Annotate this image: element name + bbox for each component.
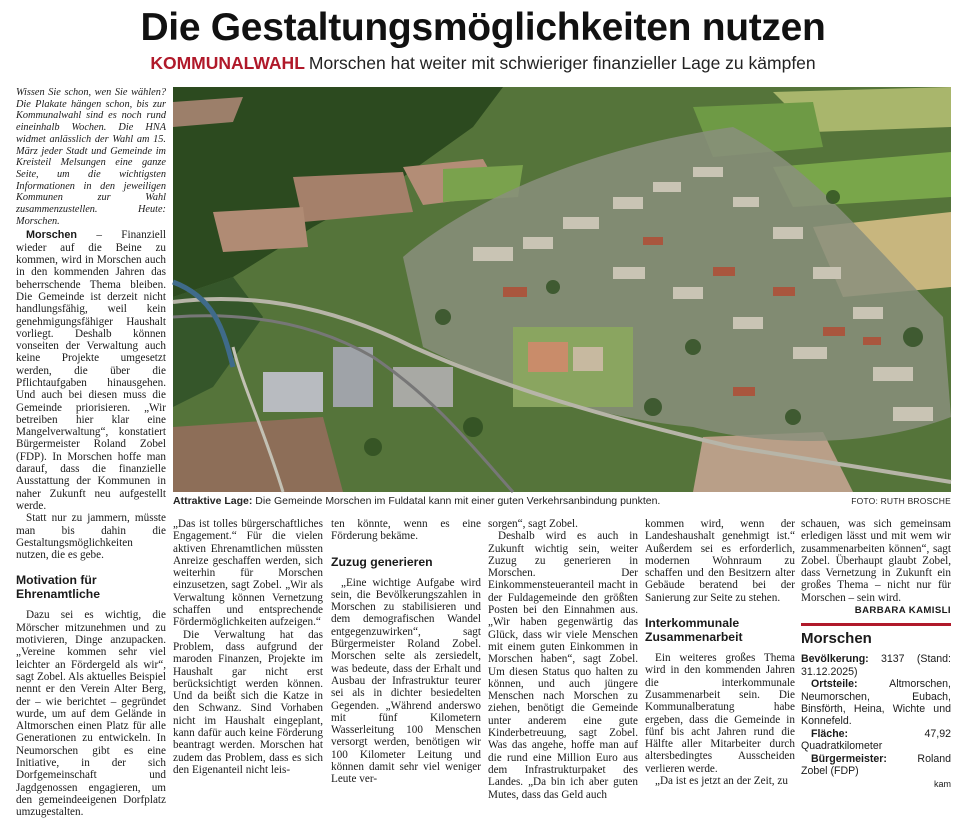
paragraph: ten könnte, wenn es eine Förderung bekäme.: [331, 518, 481, 543]
paragraph: schauen, was sich gemeinsam erledigen lässt und mit wem wir zusammenarbeiten können“, sagt Zobel. Überhaupt glaubt Zobel, dass Vernetzung in Zukunft ein großes Thema – nicht nur für Morschen – sein wird.: [801, 518, 951, 604]
author-byline: BARBARA KAMISLI: [854, 605, 951, 617]
fact-area: Fläche: 47,92 Quadratkilometer: [801, 727, 951, 753]
column-4: [488, 518, 638, 808]
paragraph: Die Verwaltung hat das Problem, dass aufgrund der maroden Finanzen, Projekte im Haushalt gar nicht erst berücksichtigt werden können. Und da beißt sich die Katze in den Schwanz. Sind Vorhaben nicht im Haushalt eingeplant, kann dafür auch keine Förderung beantragt werden. Morschen hat zudem das Problem, dass es sich den Eigenanteil nicht leis-: [173, 628, 323, 776]
column-2: [173, 518, 323, 808]
paragraph: „Da ist es jetzt an der Zeit, zu: [655, 775, 788, 788]
headline: Die Gestaltungsmöglichkeiten nutzen: [140, 6, 826, 49]
fact-population: Bevölkerung: 3137 (Stand: 31.12.2025): [801, 653, 951, 678]
paragraph: sorgen“, sagt Zobel.: [488, 518, 578, 530]
fact-box-title: Morschen: [801, 630, 872, 648]
caption-text: Die Gemeinde Morschen im Fuldatal kann mit einer guten Verkehrsanbindung punkten.: [255, 495, 661, 507]
fact-mayor: Bürgermeister: Roland Zobel (FDP): [801, 752, 951, 778]
aerial-photo: [173, 87, 951, 492]
column-6: [801, 518, 951, 808]
paragraph: Deshalb wird es auch in Zukunft wichtig sein, weiter Zuzug zu generieren in Morschen. Der Einkommensteueranteil macht in der Fuldagemeinde den größten Posten bei den Einnahmen aus. „Wir haben gegenwärtig das Glück, dass wir viele Menschen mit einem guten Einkommen in Morschen haben“, sagt Zobel. Um diesen Status quo halten zu können, und auch jüngere Menschen nach Morschen zu ziehen, benötigt die Gemeinde unter anderem eine gute Kinderbetreuung, sagt Zobel. Was das angehe, hoffe man auf die rund eine Million Euro aus dem Infrastrukturpaket des Landes. „Da bin ich aber guten Mutes, dass das Geld auch: [488, 530, 638, 801]
subhead-zuzug: Zuzug generieren: [331, 554, 433, 569]
paragraph: kommen wird, wenn der Landeshaushalt genehmigt ist.“ Außerdem sei es erforderlich, modernen Wohnraum zu schaffen und den Besitzern alter Gebäude beratend bei der Sanierung zur Seite zu stehen.: [645, 518, 795, 604]
kicker: KOMMUNALWAHL: [150, 53, 305, 73]
fact-signature: kam: [933, 779, 951, 790]
photo-credit: FOTO: RUTH BROSCHE: [851, 496, 951, 506]
column-1: [16, 87, 166, 819]
paragraph: „Eine wichtige Aufgabe wird sein, die Bevölkerungszahlen in Morschen zu stabilisieren und dem demografischen Wandel entgegenzuwirken“, sagt Bürgermeister Roland Zobel. Morschen selte als zersiedelt, was bedeute, dass der Erhalt und Ausbau der Infrastruktur teurer sei als in dichter besiedelten Gegenden. „Während anderswo mit fünf Kilometern Wasserleitung 100 Menschen versorgt werden, benötigen wir 100 Kilometer Leitung und können damit sehr viel weniger Leute ver-: [331, 576, 481, 786]
caption-lead: Attraktive Lage:: [173, 495, 253, 507]
intro-text: Wissen Sie schon, wen Sie wählen? Die Plakate hängen schon, bis zur Kommunalwahl sind es noch rund eineinhalb Wochen. Die HNA widmet anlässlich der Wahl am 15. März jeder Stadt und Gemeinde im Kreisteil Melsungen eine ganze Seite, um die wichtigsten Informationen in den jeweiligen Kommunen zur Wahl zusammenzustellen. Heute: Morschen.: [16, 87, 166, 227]
paragraph: Statt nur zu jammern, müsste man bis dahin die Gestaltungsmöglichkeiten nutzen, die es gebe.: [16, 512, 166, 562]
paragraph: Ein weiteres großes Thema wird in den kommenden Jahren die interkommunale Zusammenarbeit sein. Die Kommunalberatung habe ergeben, dass die Gemeinde in fünf bis acht Jahren rund die Hälfte aller Mitarbeiter durch altersbedingtes Ausscheiden verlieren werde.: [645, 652, 795, 775]
subhead-motivation: Motivation für Ehrenamtliche: [16, 573, 100, 602]
paragraph: „Das ist tolles bürgerschaftliches Engagement.“ Für die vielen aktiven Ehrenamtlichen müssten Anreize geschaffen werden, sich weiterhin für Morschen einzusetzen, sagt Zobel. „Wir als Verwaltung können Vernetzung schaffen und entsprechende Fördermöglichkeiten aufzeigen.“: [173, 518, 323, 629]
fact-districts: Ortsteile: Altmorschen, Neumorschen, Eubach, Binsförth, Heina, Wichte und Konnefeld.: [801, 678, 951, 728]
paragraph: – Finanziell wieder auf die Beine zu kommen, wird in Morschen auch in den kommenden Jahren das beherrschende Thema bleiben. Die Gemeinde ist derzeit nicht handlungsfähig, weil kein genehmigungsfähiger Haushalt vorliegt. Deshalb können vonseiten der Verwaltung auch keine Projekte umgesetzt werden, die über die Pflichtaufgaben hinausgehen. Und auch bei diesen muss die Gemeinde priorisieren. „Wir betreiben hier klar eine Mangelverwaltung“, konstatiert Bürgermeister Roland Zobel (FDP). In Morschen hoffe man darauf, dass die finanzielle Ausstattung der Kommunen in naher Zukunft neu aufgestellt werde.: [16, 229, 166, 512]
paragraph: Dazu sei es wichtig, die Mörscher mitzunehmen und zu motivieren, Dinge anzupacken. „Vereine kommen sehr viel leichter an Fördergeld als wir“, sagt Zobel. Als aktuelles Beispiel nennt er den Verein Alter Berg, der – wie berichtet – gegründet wurde, um auf dem Gelände in Altmorschen einen Platz für alle Generationen zu entwickeln. In Neumorschen gibt es eine Initiative, in der sich Dorfgemeinschaft und Jagdgenossen engagieren, um den gemeindeeigenen Dorfplatz umzugestalten.: [16, 609, 166, 819]
fact-box: [801, 623, 951, 790]
aerial-village-image: [173, 87, 951, 492]
column-3: [331, 518, 481, 808]
dateline: Morschen: [26, 229, 77, 242]
subhead-interkommunal: Interkommunale Zusammenarbeit: [645, 616, 743, 645]
subheadline-text: Morschen hat weiter mit schwieriger finanzieller Lage zu kämpfen: [308, 53, 816, 73]
column-5: [645, 518, 795, 808]
photo-caption: [173, 495, 951, 511]
subheadline: [0, 53, 966, 74]
